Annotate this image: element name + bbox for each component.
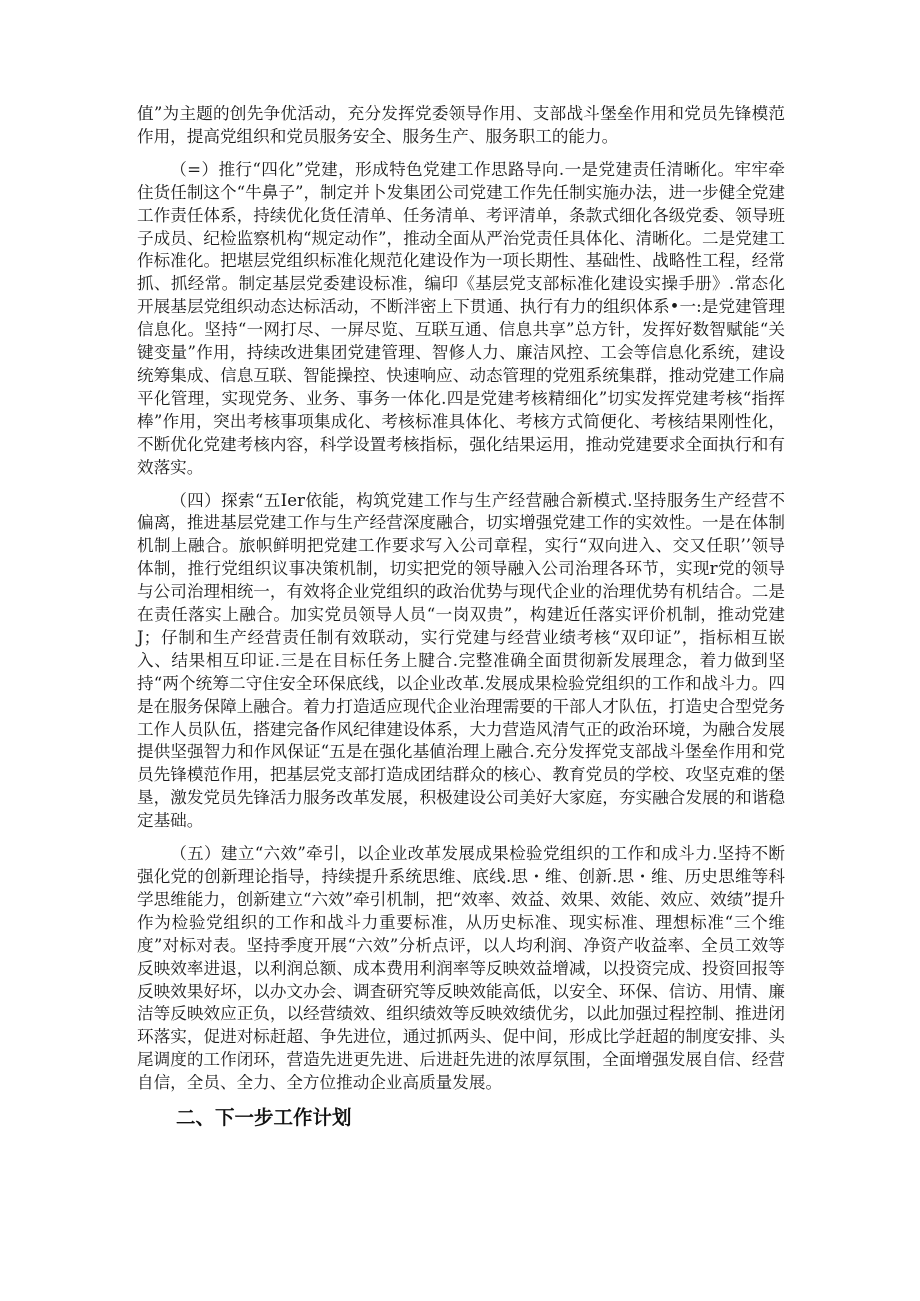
paragraph-continuation: 值”为主题的创先争优活动，充分发挥党委领导作用、支部战斗堡垒作用和党员先锋模范作用，提高党组织和党员服务安全、服务生产、服务职工的能力。 bbox=[137, 104, 785, 146]
section-heading-next-plan: 二、下一步工作计划 bbox=[176, 1106, 352, 1130]
paragraph-section-3: （=）推行“四化”党建，形成特色党建工作思路导向.一是党建责任清晰化。牢牢牵住货任制这个“牛鼻子”，制定并卜发集团公司党建工作先任制实施办法，进一步健全党建工作责任体系，持续优化货任清单、任务清单、考评清单，条款式细化各级党委、领导班子成员、纪检监察机构“规定动作”，推动全面从严治党责任具体化、清晰化。二是党建工作标准化。把堪层党组织标准化规范化建设作为一项长期性、基础性、战略性工程，经常抓、抓经常。制定基层党委建设标准，编印《基层党支部标准化建设实操手册》.常态化开展基层党组织动态达标活动，不断泮密上下贯通、执行有力的组织体系•一:是党建管理信息化。坚持“一网打尽、一屏尽览、互联互通、信息共享”总方针，发挥好数智赋能“关键变量”作用，持续改进集团党建管理、智修人力、廉洁风控、工会等信息化系统，建设统筹集成、信息互联、智能操控、快速响应、动态管理的党殂系统集群，推动党建工作扁平化管理，实现党务、业务、事务一体化.四是党建考核精细化”切实发挥党建考核“指挥棒”作用，突出考核事项集成化、考核标准具体化、考核方式简便化、考核结果刚性化，不断优化党建考核内容，科学设置考核指标，强化结果运用，推动党建要求全面执行和有效落实。 bbox=[137, 159, 785, 477]
paragraph-section-5: （五）建立“六效”牵引，以企业改革发展成果检验党组织的工作和成斗力.坚持不断强化党的创新理论指导，持续提升系统思维、底线.思・维、创新.思・维、历史思维等科学思维能力，创新建立“六效”牵引机制，把“效率、效益、效果、效能、效应、效绩”提升作为检验党组织的工作和战斗力重要标准，从历史标准、现实标准、理想标准“三个维度”对标对表。坚持季度开展“六效”分析点评，以人均利润、净资产收益率、全员工效等反映效率进退，以利润总额、成本费用利润率等反映效益增减，以投资完成、投资回报等反映效果好坏，以办文办会、调査研究等反映效能高低，以安全、环保、信访、用情、廉洁等反映效应正负，以经营绩效、组织绩效等反映效绩优劣，以此加强过程控制、推进闭环落实，促进对标赶超、争先进位，通过抓两头、促中间，形成比学赶超的制度安排、头尾调度的工作闭环，营造先进更先进、后进赶先进的浓厚氛围，全面增强发展自信、经营自信，全员、全力、全方位推动企业高质量发展。 bbox=[137, 844, 785, 1093]
paragraph-section-4: （四）探索“五Ier依能，构筑党建工作与生产经营融合新模式.坚持服务生产经营不偏离，推进基层党建工作与生产经营深度融合，切实增强党建工作的实效性。一是在体制机制上融合。旅帜鲜明把党建工作要求写入公司章程，实行“双向进入、交又任职’’领导体制，推行党组织议事决策机制，切实把党的领导融入公司治理各环节，实现r党的领导与公司治理相统一，有效将企业党组织的政治优势与现代企业的治理优势有机结合。二是在责任落实上融合。加实党员领导人员“一岗双贵”，构建近任落实评价机制，推动党建J；仔制和生产经营责任制有效联动，实行党建与经营业绩考核“双印证”，指标相互嵌入、结果相互印证.三是在目标任务上腱合.完整准确全面贯彻新发展理念，着力做到坚持“两个统筹二守住安全环保底线，以企业改革.发展成果检验党组织的工作和战斗力。四是在服务保障上融合。着力打造适应现代企业治理需要的干部人才队伍，打造史合型党务工作人员队伍，搭建完备作风纪律建设体系，大力营造风清气正的政治环境，为融合发展提供坚强智力和作风保证“五是在强化基値治理上融合.充分发挥党支部战斗堡垒作用和党员先锋模范作用，把基层党支部打造成团结群众的核心、教育党员的学校、攻坚克难的堡垦，激发党员先锋活力服务改革发展，积极建设公司美好大家庭，夯实融合发展的和谐稳定基础。 bbox=[137, 490, 785, 831]
document-body bbox=[137, 103, 785, 1131]
